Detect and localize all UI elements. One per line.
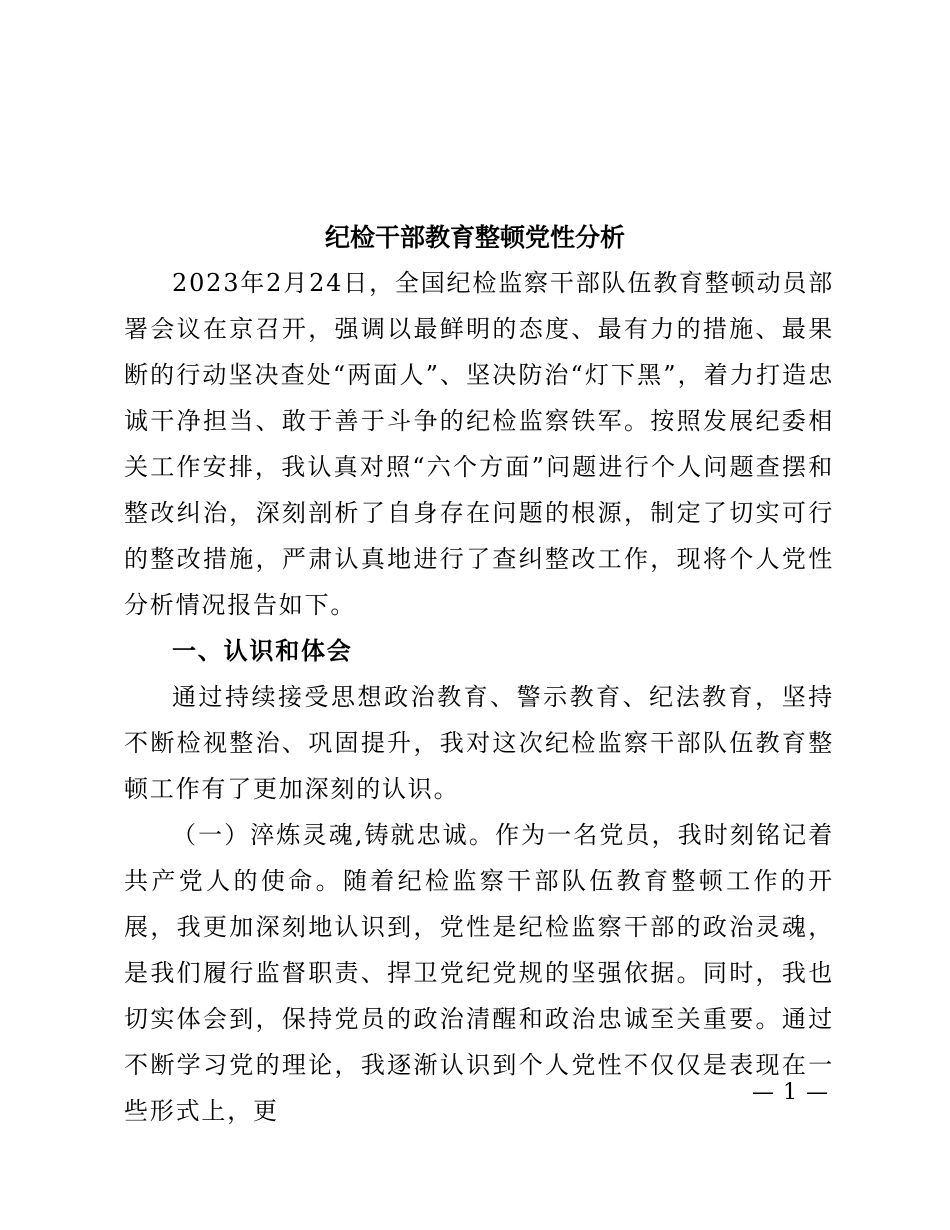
intro-paragraph: 2023年2月24日，全国纪检监察干部队伍教育整顿动员部署会议在京召开，强调以最鲜明的态度、最有力的措施、最果断的行动坚决查处“两面人”、坚决防治“灯下黑”，着力打造忠诚干净担当、敢于善于斗争的纪检监察铁军。按照发展纪委相关工作安排，我认真对照“六个方面”问题进行个人问题查摆和整改纠治，深刻剖析了自身存在问题的根源，制定了切实可行的整改措施，严肃认真地进行了查纠整改工作，现将个人党性分析情况报告如下。 bbox=[124, 269, 834, 619]
subsection-title: （一）淬炼灵魂,铸就忠诚。 bbox=[172, 821, 495, 849]
subsection-text: 作为一名党员，我时刻铭记着共产党人的使命。随着纪检监察干部队伍教育整顿工作的开展，我更加深刻地认识到，党性是纪检监察干部的政治灵魂，是我们履行监督职责、捍卫党纪党规的坚强依据。同时，我也切实体会到，保持党员的政治清醒和政治忠诚至关重要。通过不断学习党的理论，我逐渐认识到个人党性不仅仅是表现在一些形式上，更 bbox=[124, 821, 834, 1125]
section-paragraph: 通过持续接受思想政治教育、警示教育、纪法教育，坚持不断检视整治、巩固提升，我对这次纪检监察干部队伍教育整顿工作有了更加深刻的认识。 bbox=[124, 683, 834, 803]
document-body bbox=[124, 260, 834, 1134]
document-title: 纪检干部教育整顿党性分析 bbox=[324, 223, 625, 252]
page-number: — 1 — bbox=[752, 1080, 829, 1105]
subsection-paragraph bbox=[124, 812, 834, 1134]
section-heading: 一、认识和体会 bbox=[172, 636, 353, 665]
